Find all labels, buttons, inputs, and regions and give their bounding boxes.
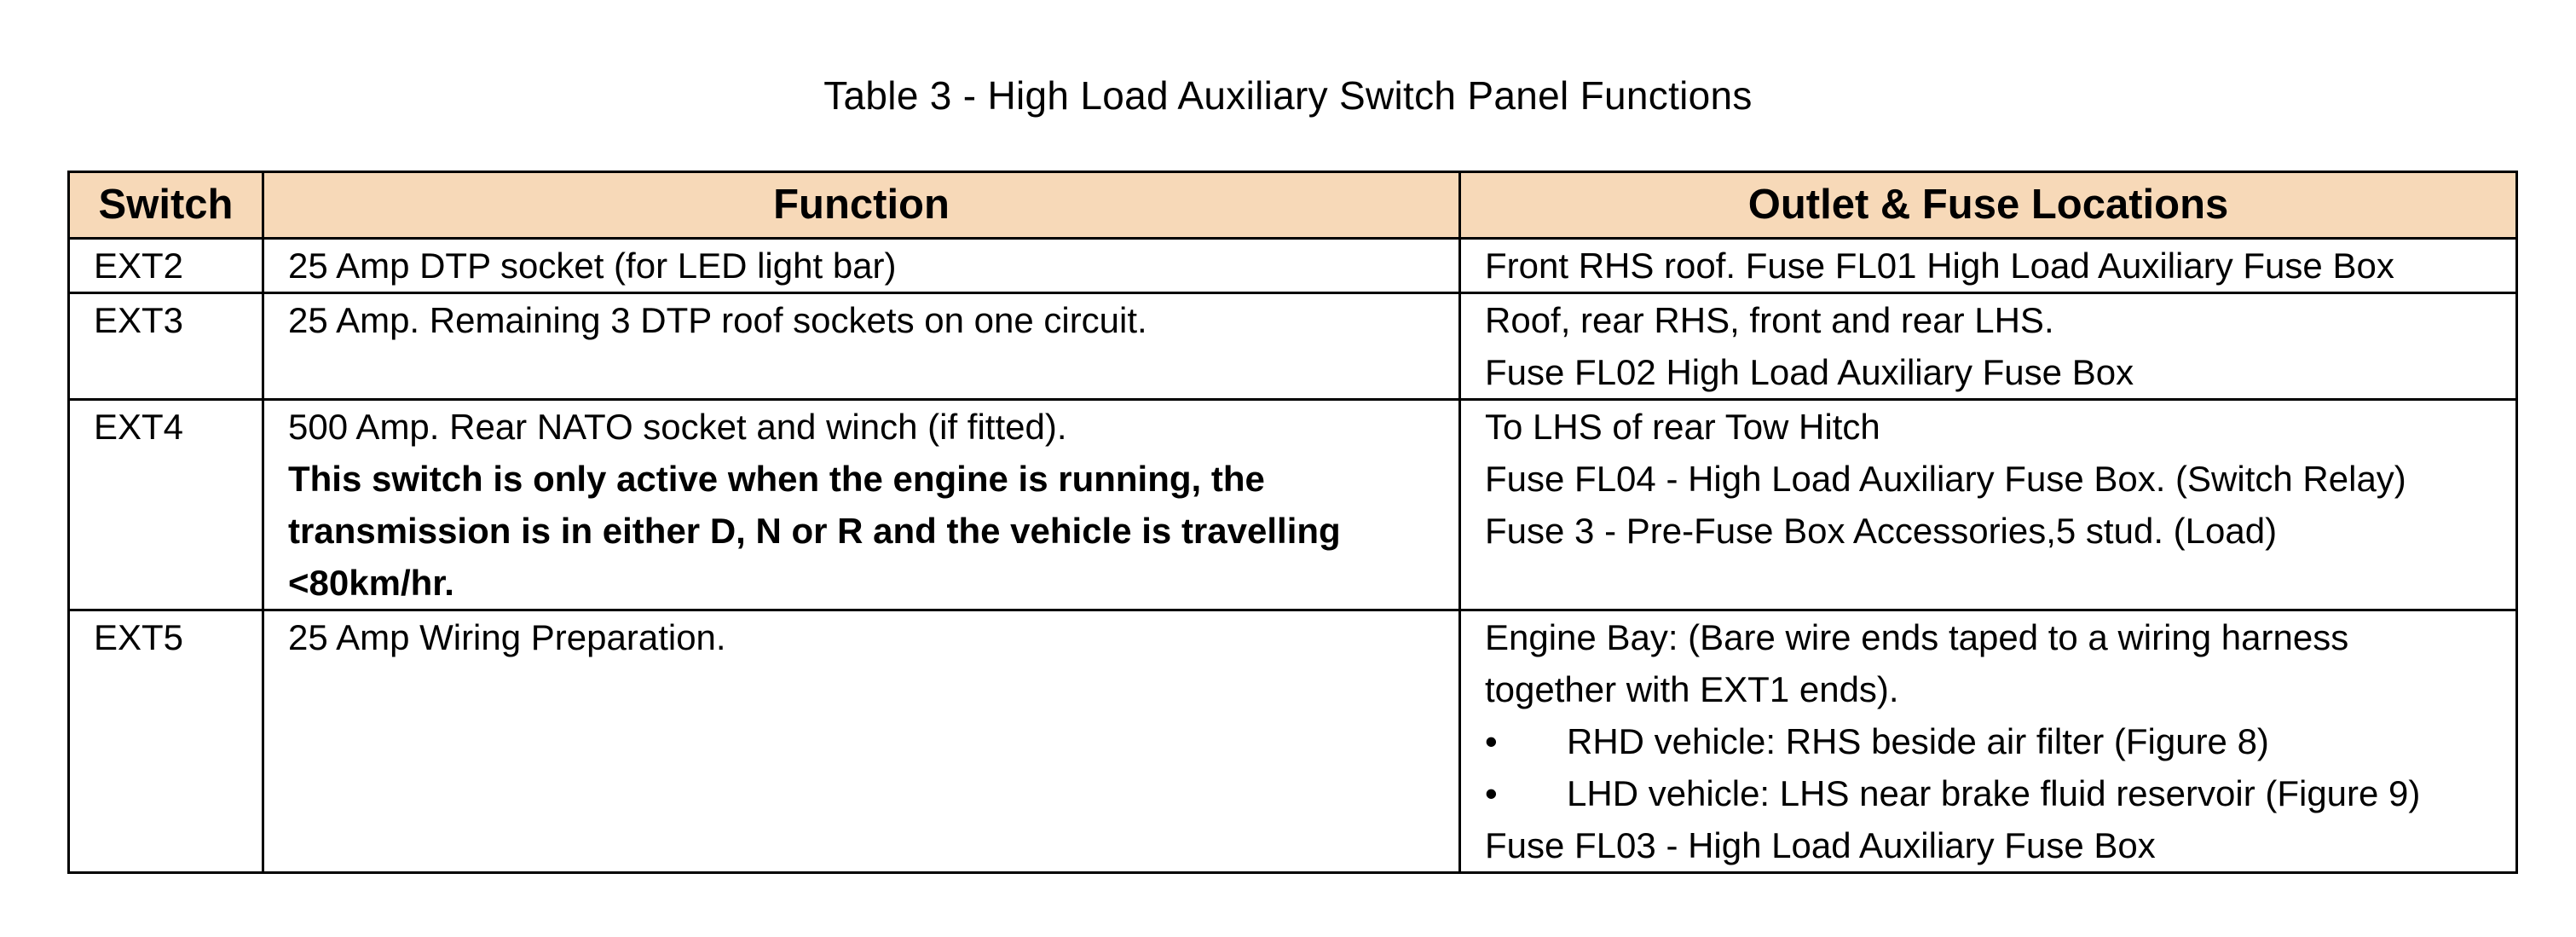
function-warning-text: <80km/hr. <box>288 563 454 603</box>
table-header-row <box>69 172 2517 239</box>
table-row <box>69 239 2517 293</box>
header-outlet-fuse-locations: Outlet & Fuse Locations <box>1460 172 2517 239</box>
bullet-text: RHD vehicle: RHS beside air filter (Figure 8) <box>1567 721 2269 761</box>
bullet-icon: • <box>1485 773 1498 813</box>
bullet-list-item <box>1485 767 2498 819</box>
outlet-text: To LHS of rear Tow Hitch <box>1485 407 1880 447</box>
bullet-list-item <box>1485 715 2498 767</box>
table-caption: Table 3 - High Load Auxiliary Switch Panel Functions <box>823 73 1753 118</box>
function-warning-text: transmission is in either D, N or R and the vehicle is travelling <box>288 511 1341 551</box>
function-text: 25 Amp. Remaining 3 DTP roof sockets on one circuit. <box>288 300 1147 340</box>
switch-panel-functions-table <box>67 171 2518 874</box>
outlet-text: Fuse FL03 - High Load Auxiliary Fuse Box <box>1485 825 2156 865</box>
outlet-cell <box>1460 610 2517 873</box>
function-text: 25 Amp Wiring Preparation. <box>288 617 726 657</box>
table-row <box>69 610 2517 873</box>
function-cell <box>263 400 1460 610</box>
switch-cell: EXT3 <box>69 293 263 400</box>
outlet-text: Fuse FL02 High Load Auxiliary Fuse Box <box>1485 352 2134 392</box>
outlet-text: Front RHS roof. Fuse FL01 High Load Auxiliary Fuse Box <box>1485 246 2394 286</box>
bullet-text: LHD vehicle: LHS near brake fluid reservoir (Figure 9) <box>1567 773 2421 813</box>
outlet-cell <box>1460 239 2517 293</box>
switch-cell: EXT4 <box>69 400 263 610</box>
function-cell <box>263 610 1460 873</box>
outlet-text: Fuse 3 - Pre-Fuse Box Accessories,5 stud. (Load) <box>1485 511 2278 551</box>
function-cell <box>263 239 1460 293</box>
table-row <box>69 400 2517 610</box>
outlet-text: together with EXT1 ends). <box>1485 669 1899 709</box>
function-text: 500 Amp. Rear NATO socket and winch (if fitted). <box>288 407 1067 447</box>
table-row <box>69 293 2517 400</box>
outlet-text: Fuse FL04 - High Load Auxiliary Fuse Box. (Switch Relay) <box>1485 459 2406 499</box>
outlet-cell <box>1460 400 2517 610</box>
outlet-cell <box>1460 293 2517 400</box>
switch-cell: EXT5 <box>69 610 263 873</box>
outlet-text: Roof, rear RHS, front and rear LHS. <box>1485 300 2054 340</box>
switch-cell: EXT2 <box>69 239 263 293</box>
function-cell <box>263 293 1460 400</box>
function-text: 25 Amp DTP socket (for LED light bar) <box>288 246 897 286</box>
header-function: Function <box>263 172 1460 239</box>
outlet-text: Engine Bay: (Bare wire ends taped to a wiring harness <box>1485 617 2349 657</box>
function-warning-text: This switch is only active when the engine is running, the <box>288 459 1265 499</box>
header-switch: Switch <box>69 172 263 239</box>
bullet-icon: • <box>1485 721 1498 761</box>
